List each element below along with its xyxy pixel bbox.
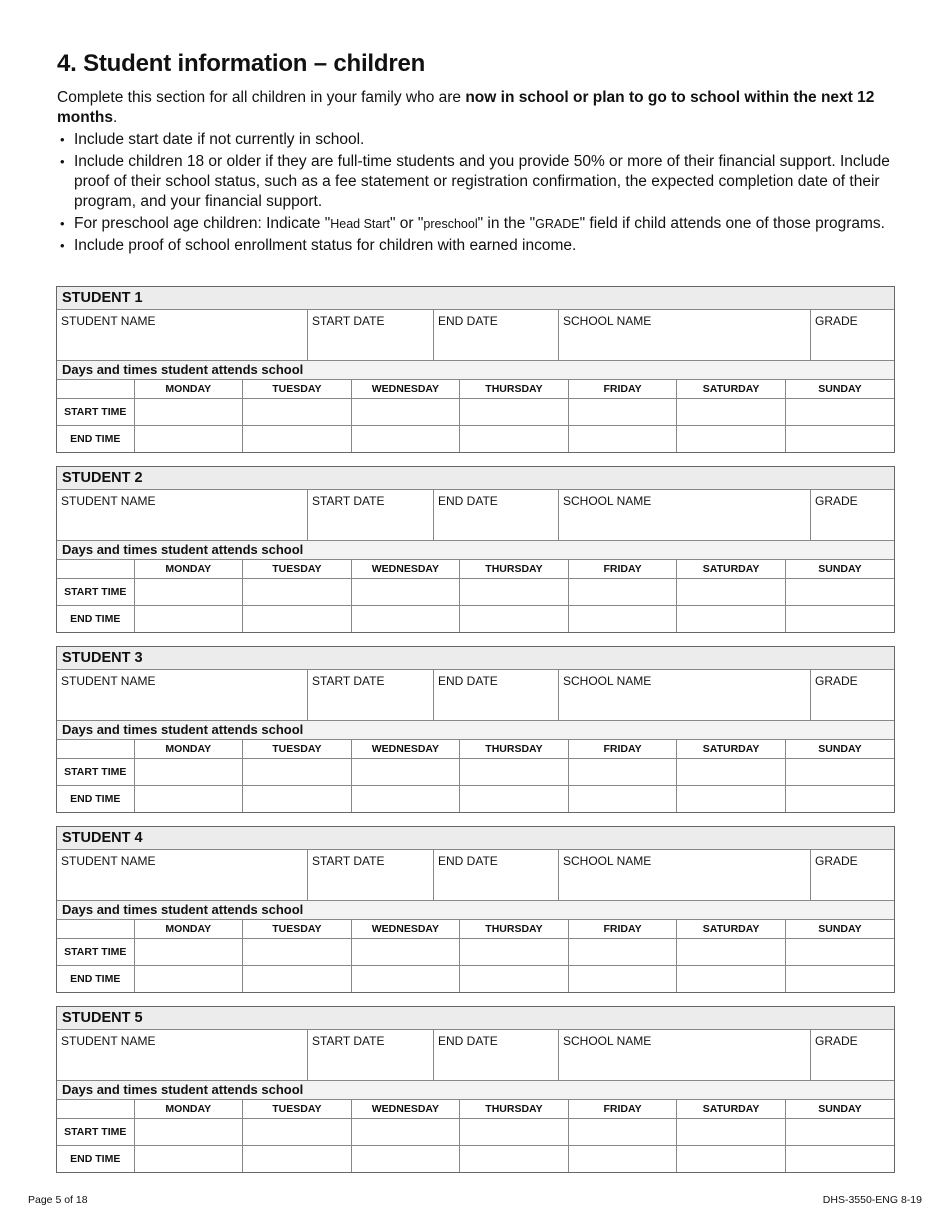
start-time-cell-sunday[interactable] — [785, 1119, 894, 1146]
intro-text — [57, 88, 894, 128]
grade-field[interactable] — [811, 850, 894, 900]
end-time-cell-tuesday[interactable] — [243, 1146, 352, 1173]
end-date-field[interactable] — [434, 670, 559, 720]
start-time-cell-monday[interactable] — [134, 759, 243, 786]
start-time-cell-saturday[interactable] — [677, 579, 786, 606]
corner-cell — [57, 380, 134, 399]
day-header-row — [57, 380, 894, 399]
end-date-label: END DATE — [438, 494, 498, 508]
student-name-field[interactable] — [57, 490, 308, 540]
start-time-cell-wednesday[interactable] — [351, 759, 460, 786]
intro-bold: now in school or plan to go to school within the next 12 months — [57, 89, 875, 126]
start-date-field[interactable] — [308, 1030, 434, 1080]
schedule-table — [57, 920, 894, 992]
school-name-field[interactable] — [559, 670, 811, 720]
start-time-cell-saturday[interactable] — [677, 759, 786, 786]
grade-field[interactable] — [811, 310, 894, 360]
end-date-label: END DATE — [438, 1034, 498, 1048]
corner-cell — [57, 740, 134, 759]
school-name-label: SCHOOL NAME — [563, 1034, 652, 1048]
instruction-list — [57, 130, 894, 256]
end-time-cell-thursday[interactable] — [460, 786, 569, 813]
end-time-cell-monday[interactable] — [134, 606, 243, 633]
student-name-label: STUDENT NAME — [61, 1034, 156, 1048]
start-time-cell-sunday[interactable] — [785, 579, 894, 606]
end-time-cell-tuesday[interactable] — [243, 966, 352, 993]
start-time-cell-wednesday[interactable] — [351, 399, 460, 426]
start-time-cell-sunday[interactable] — [785, 939, 894, 966]
day-header-tuesday: TUESDAY — [243, 380, 352, 399]
day-header-wednesday: WEDNESDAY — [351, 740, 460, 759]
days-title: Days and times student attends school — [57, 541, 894, 560]
school-name-field[interactable] — [559, 490, 811, 540]
intro-prefix: Complete this section for all children in your family who are — [57, 89, 466, 106]
end-time-label: END TIME — [57, 426, 134, 453]
day-header-saturday: SATURDAY — [677, 560, 786, 579]
start-time-cell-friday[interactable] — [568, 1119, 677, 1146]
days-title: Days and times student attends school — [57, 721, 894, 740]
end-time-cell-tuesday[interactable] — [243, 606, 352, 633]
schedule-table — [57, 1100, 894, 1172]
grade-label: GRADE — [815, 674, 858, 688]
end-time-cell-sunday[interactable] — [785, 1146, 894, 1173]
day-header-tuesday: TUESDAY — [243, 740, 352, 759]
day-header-row — [57, 560, 894, 579]
bullet-start-date: • Include start date if not currently in school. — [57, 130, 894, 150]
day-header-saturday: SATURDAY — [677, 380, 786, 399]
day-header-thursday: THURSDAY — [460, 560, 569, 579]
end-time-cell-saturday[interactable] — [677, 1146, 786, 1173]
end-time-cell-friday[interactable] — [568, 786, 677, 813]
end-time-cell-sunday[interactable] — [785, 426, 894, 453]
day-header-friday: FRIDAY — [568, 1100, 677, 1119]
start-date-label: START DATE — [312, 674, 385, 688]
start-time-cell-wednesday[interactable] — [351, 939, 460, 966]
start-time-cell-tuesday[interactable] — [243, 759, 352, 786]
intro-suffix: . — [112, 109, 118, 126]
student-name-field[interactable] — [57, 1030, 308, 1080]
end-time-cell-thursday[interactable] — [460, 1146, 569, 1173]
end-time-cell-monday[interactable] — [134, 786, 243, 813]
end-time-cell-saturday[interactable] — [677, 426, 786, 453]
school-name-label: SCHOOL NAME — [563, 314, 652, 328]
end-time-row — [57, 606, 894, 633]
corner-cell — [57, 1100, 134, 1119]
end-time-cell-saturday[interactable] — [677, 786, 786, 813]
day-header-row — [57, 1100, 894, 1119]
start-date-label: START DATE — [312, 1034, 385, 1048]
end-time-cell-thursday[interactable] — [460, 606, 569, 633]
end-time-cell-sunday[interactable] — [785, 606, 894, 633]
day-header-tuesday: TUESDAY — [243, 560, 352, 579]
b3-grade: GRADE — [535, 217, 580, 231]
day-header-friday: FRIDAY — [568, 740, 677, 759]
start-time-label: START TIME — [57, 939, 134, 966]
day-header-friday: FRIDAY — [568, 920, 677, 939]
start-date-field[interactable] — [308, 490, 434, 540]
grade-label: GRADE — [815, 1034, 858, 1048]
student-name-label: STUDENT NAME — [61, 314, 156, 328]
start-time-cell-thursday[interactable] — [460, 759, 569, 786]
school-name-field[interactable] — [559, 850, 811, 900]
day-header-tuesday: TUESDAY — [243, 1100, 352, 1119]
end-date-field[interactable] — [434, 1030, 559, 1080]
corner-cell — [57, 920, 134, 939]
student-fields — [57, 670, 894, 721]
end-time-label: END TIME — [57, 786, 134, 813]
instructions-area — [57, 50, 894, 258]
end-time-cell-wednesday[interactable] — [351, 606, 460, 633]
day-header-saturday: SATURDAY — [677, 920, 786, 939]
school-name-field[interactable] — [559, 1030, 811, 1080]
end-time-cell-wednesday[interactable] — [351, 426, 460, 453]
start-date-field[interactable] — [308, 850, 434, 900]
day-header-monday: MONDAY — [134, 740, 243, 759]
days-title: Days and times student attends school — [57, 901, 894, 920]
day-header-friday: FRIDAY — [568, 380, 677, 399]
end-date-field[interactable] — [434, 490, 559, 540]
schedule-table — [57, 560, 894, 632]
start-time-cell-saturday[interactable] — [677, 939, 786, 966]
end-time-cell-wednesday[interactable] — [351, 786, 460, 813]
start-date-field[interactable] — [308, 310, 434, 360]
schedule-table — [57, 380, 894, 452]
student-block-3 — [56, 646, 895, 813]
end-time-cell-monday[interactable] — [134, 966, 243, 993]
start-time-cell-friday[interactable] — [568, 579, 677, 606]
day-header-sunday: SUNDAY — [785, 740, 894, 759]
bullet-earned-income: • Include proof of school enrollment status for children with earned income. — [57, 236, 894, 256]
start-time-cell-friday[interactable] — [568, 399, 677, 426]
start-time-cell-monday[interactable] — [134, 939, 243, 966]
start-time-cell-wednesday[interactable] — [351, 1119, 460, 1146]
student-block-1 — [56, 286, 895, 453]
end-date-label: END DATE — [438, 854, 498, 868]
grade-label: GRADE — [815, 494, 858, 508]
end-time-row — [57, 786, 894, 813]
day-header-sunday: SUNDAY — [785, 1100, 894, 1119]
day-header-monday: MONDAY — [134, 920, 243, 939]
schedule-table — [57, 740, 894, 812]
b3-head-start: Head Start — [330, 217, 390, 231]
b3-preschool: preschool — [423, 217, 478, 231]
start-date-field[interactable] — [308, 670, 434, 720]
end-time-cell-saturday[interactable] — [677, 966, 786, 993]
end-date-field[interactable] — [434, 850, 559, 900]
student-fields — [57, 850, 894, 901]
student-name-field[interactable] — [57, 310, 308, 360]
end-time-row — [57, 966, 894, 993]
day-header-sunday: SUNDAY — [785, 920, 894, 939]
end-time-label: END TIME — [57, 606, 134, 633]
student-title: STUDENT 4 — [57, 827, 894, 850]
school-name-label: SCHOOL NAME — [563, 674, 652, 688]
day-header-friday: FRIDAY — [568, 560, 677, 579]
section-title: 4. Student information – children — [57, 50, 426, 77]
end-time-cell-friday[interactable] — [568, 966, 677, 993]
day-header-saturday: SATURDAY — [677, 740, 786, 759]
b3-part4: " field if child attends one of those programs. — [579, 215, 885, 232]
day-header-thursday: THURSDAY — [460, 740, 569, 759]
school-name-field[interactable] — [559, 310, 811, 360]
end-time-cell-saturday[interactable] — [677, 606, 786, 633]
day-header-thursday: THURSDAY — [460, 380, 569, 399]
end-time-cell-wednesday[interactable] — [351, 1146, 460, 1173]
end-time-row — [57, 426, 894, 453]
start-time-cell-monday[interactable] — [134, 1119, 243, 1146]
start-time-cell-friday[interactable] — [568, 759, 677, 786]
student-block-5 — [56, 1006, 895, 1173]
start-time-cell-sunday[interactable] — [785, 759, 894, 786]
end-date-field[interactable] — [434, 310, 559, 360]
start-time-label: START TIME — [57, 1119, 134, 1146]
student-name-label: STUDENT NAME — [61, 674, 156, 688]
student-name-label: STUDENT NAME — [61, 854, 156, 868]
grade-field[interactable] — [811, 1030, 894, 1080]
start-time-cell-tuesday[interactable] — [243, 939, 352, 966]
student-fields — [57, 490, 894, 541]
start-time-cell-tuesday[interactable] — [243, 1119, 352, 1146]
end-time-cell-tuesday[interactable] — [243, 786, 352, 813]
start-time-label: START TIME — [57, 399, 134, 426]
day-header-wednesday: WEDNESDAY — [351, 380, 460, 399]
end-time-cell-friday[interactable] — [568, 426, 677, 453]
grade-field[interactable] — [811, 490, 894, 540]
day-header-wednesday: WEDNESDAY — [351, 920, 460, 939]
bullet-older-children: • Include children 18 or older if they are full-time students and you provide 50% or more of their financial support. Include proof of their school status, such as a fee statement or registration confirmation, the expected completion date of their program, and your financial support. — [57, 152, 894, 212]
student-name-field[interactable] — [57, 670, 308, 720]
end-time-cell-wednesday[interactable] — [351, 966, 460, 993]
student-title: STUDENT 5 — [57, 1007, 894, 1030]
start-time-cell-sunday[interactable] — [785, 399, 894, 426]
day-header-wednesday: WEDNESDAY — [351, 560, 460, 579]
end-time-cell-friday[interactable] — [568, 1146, 677, 1173]
day-header-wednesday: WEDNESDAY — [351, 1100, 460, 1119]
start-time-cell-thursday[interactable] — [460, 579, 569, 606]
grade-label: GRADE — [815, 314, 858, 328]
page-number: Page 5 of 18 — [28, 1194, 88, 1206]
end-time-row — [57, 1146, 894, 1173]
end-time-cell-sunday[interactable] — [785, 966, 894, 993]
start-time-cell-saturday[interactable] — [677, 1119, 786, 1146]
start-time-row — [57, 1119, 894, 1146]
start-time-cell-monday[interactable] — [134, 579, 243, 606]
days-title: Days and times student attends school — [57, 1081, 894, 1100]
end-time-cell-friday[interactable] — [568, 606, 677, 633]
corner-cell — [57, 560, 134, 579]
student-name-label: STUDENT NAME — [61, 494, 156, 508]
end-time-cell-monday[interactable] — [134, 1146, 243, 1173]
end-time-cell-thursday[interactable] — [460, 426, 569, 453]
day-header-monday: MONDAY — [134, 560, 243, 579]
end-time-label: END TIME — [57, 966, 134, 993]
students-container — [56, 286, 895, 1186]
days-title: Days and times student attends school — [57, 361, 894, 380]
start-time-row — [57, 579, 894, 606]
start-time-cell-wednesday[interactable] — [351, 579, 460, 606]
student-title: STUDENT 2 — [57, 467, 894, 490]
grade-label: GRADE — [815, 854, 858, 868]
start-time-cell-friday[interactable] — [568, 939, 677, 966]
start-time-label: START TIME — [57, 579, 134, 606]
start-time-cell-monday[interactable] — [134, 399, 243, 426]
day-header-thursday: THURSDAY — [460, 920, 569, 939]
day-header-sunday: SUNDAY — [785, 380, 894, 399]
student-title: STUDENT 1 — [57, 287, 894, 310]
student-name-field[interactable] — [57, 850, 308, 900]
day-header-saturday: SATURDAY — [677, 1100, 786, 1119]
start-time-cell-tuesday[interactable] — [243, 399, 352, 426]
end-time-cell-thursday[interactable] — [460, 966, 569, 993]
start-time-label: START TIME — [57, 759, 134, 786]
start-date-label: START DATE — [312, 494, 385, 508]
end-date-label: END DATE — [438, 674, 498, 688]
start-time-cell-saturday[interactable] — [677, 399, 786, 426]
start-time-row — [57, 759, 894, 786]
end-time-cell-sunday[interactable] — [785, 786, 894, 813]
end-time-label: END TIME — [57, 1146, 134, 1173]
start-date-label: START DATE — [312, 314, 385, 328]
start-date-label: START DATE — [312, 854, 385, 868]
form-id: DHS-3550-ENG 8-19 — [822, 1194, 922, 1206]
day-header-row — [57, 740, 894, 759]
day-header-sunday: SUNDAY — [785, 560, 894, 579]
day-header-tuesday: TUESDAY — [243, 920, 352, 939]
b3-part2: " or " — [390, 215, 424, 232]
school-name-label: SCHOOL NAME — [563, 854, 652, 868]
end-time-cell-tuesday[interactable] — [243, 426, 352, 453]
student-block-4 — [56, 826, 895, 993]
start-time-cell-tuesday[interactable] — [243, 579, 352, 606]
day-header-thursday: THURSDAY — [460, 1100, 569, 1119]
start-time-row — [57, 939, 894, 966]
start-time-cell-thursday[interactable] — [460, 939, 569, 966]
student-fields — [57, 310, 894, 361]
start-time-cell-thursday[interactable] — [460, 399, 569, 426]
day-header-row — [57, 920, 894, 939]
day-header-monday: MONDAY — [134, 380, 243, 399]
b3-part3: " in the " — [477, 215, 536, 232]
bullet-preschool — [57, 214, 894, 234]
start-time-row — [57, 399, 894, 426]
day-header-monday: MONDAY — [134, 1100, 243, 1119]
end-time-cell-monday[interactable] — [134, 426, 243, 453]
student-fields — [57, 1030, 894, 1081]
student-title: STUDENT 3 — [57, 647, 894, 670]
grade-field[interactable] — [811, 670, 894, 720]
student-block-2 — [56, 466, 895, 633]
end-date-label: END DATE — [438, 314, 498, 328]
b3-part1: For preschool age children: Indicate " — [74, 215, 331, 232]
start-time-cell-thursday[interactable] — [460, 1119, 569, 1146]
school-name-label: SCHOOL NAME — [563, 494, 652, 508]
